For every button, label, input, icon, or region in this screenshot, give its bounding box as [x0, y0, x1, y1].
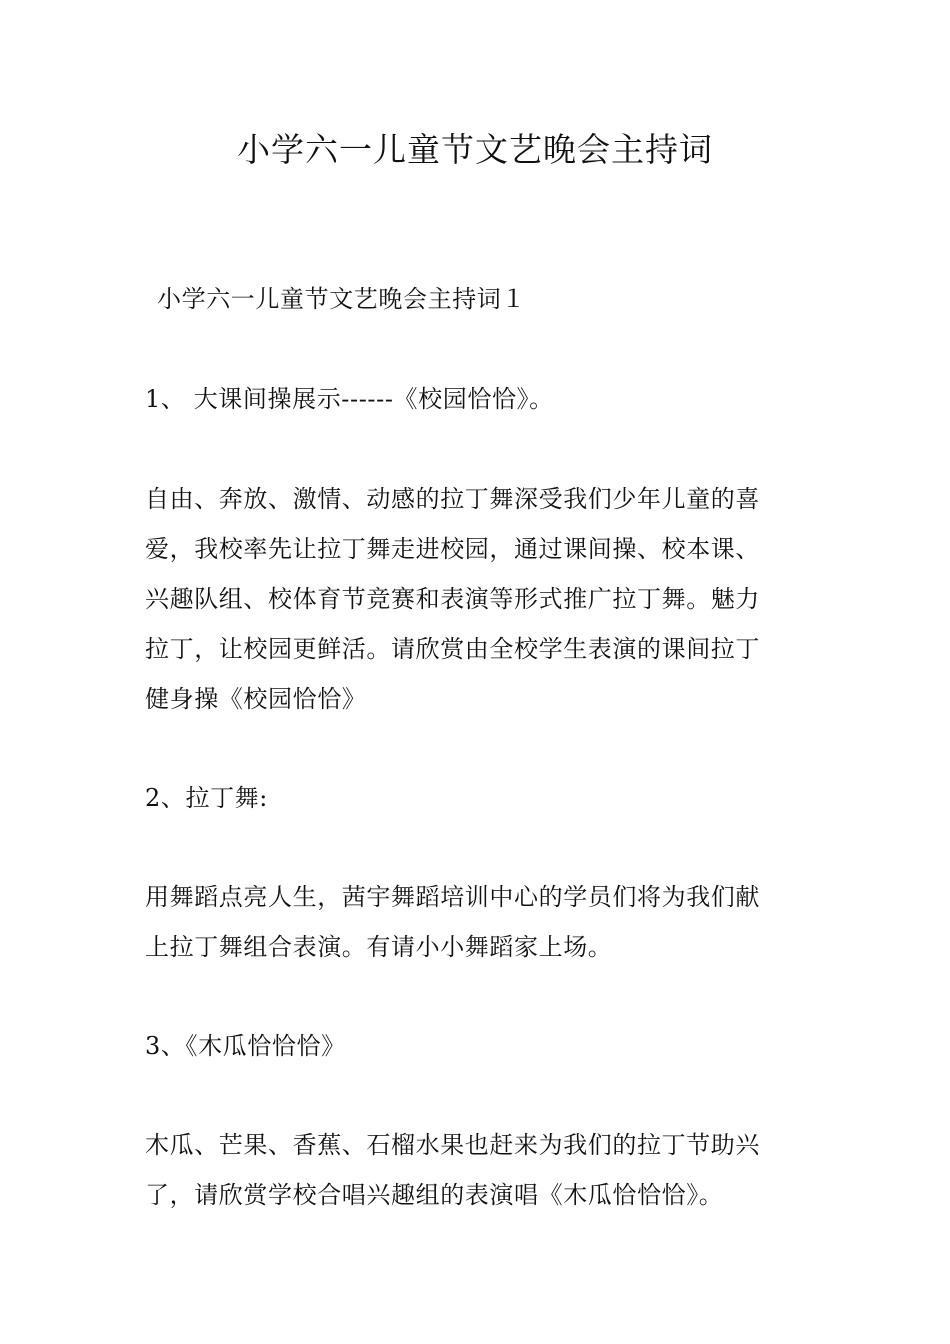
document-title: 小学六一儿童节文艺晚会主持词	[237, 130, 713, 169]
section-heading-3: 3、《木瓜恰恰恰》	[145, 1032, 346, 1060]
section-body-1	[145, 474, 815, 724]
document-subtitle: 小学六一儿童节文艺晚会主持词１	[157, 285, 526, 313]
paragraph-line: 兴趣队组、校体育节竞赛和表演等形式推广拉丁舞。魅力	[145, 585, 760, 613]
section-heading-2: 2、拉丁舞:	[145, 784, 268, 812]
paragraph-line: 上拉丁舞组合表演。有请小小舞蹈家上场。	[145, 933, 613, 961]
section-body-3	[145, 1120, 815, 1220]
paragraph-line: 拉丁，让校园更鲜活。请欣赏由全校学生表演的课间拉丁	[145, 635, 760, 663]
paragraph-line: 木瓜、芒果、香蕉、石榴水果也赶来为我们的拉丁节助兴	[145, 1131, 760, 1159]
paragraph-line: 用舞蹈点亮人生，茜宇舞蹈培训中心的学员们将为我们献	[145, 883, 760, 911]
paragraph-line: 自由、奔放、激情、动感的拉丁舞深受我们少年儿童的喜	[145, 485, 760, 513]
section-body-2	[145, 872, 815, 972]
section-heading-1: 1、 大课间操展示------《校园恰恰》。	[145, 385, 554, 413]
paragraph-line: 了，请欣赏学校合唱兴趣组的表演唱《木瓜恰恰恰》。	[145, 1181, 724, 1209]
paragraph-line: 爱，我校率先让拉丁舞走进校园，通过课间操、校本课、	[145, 535, 760, 563]
paragraph-line: 健身操《校园恰恰》	[145, 685, 367, 713]
